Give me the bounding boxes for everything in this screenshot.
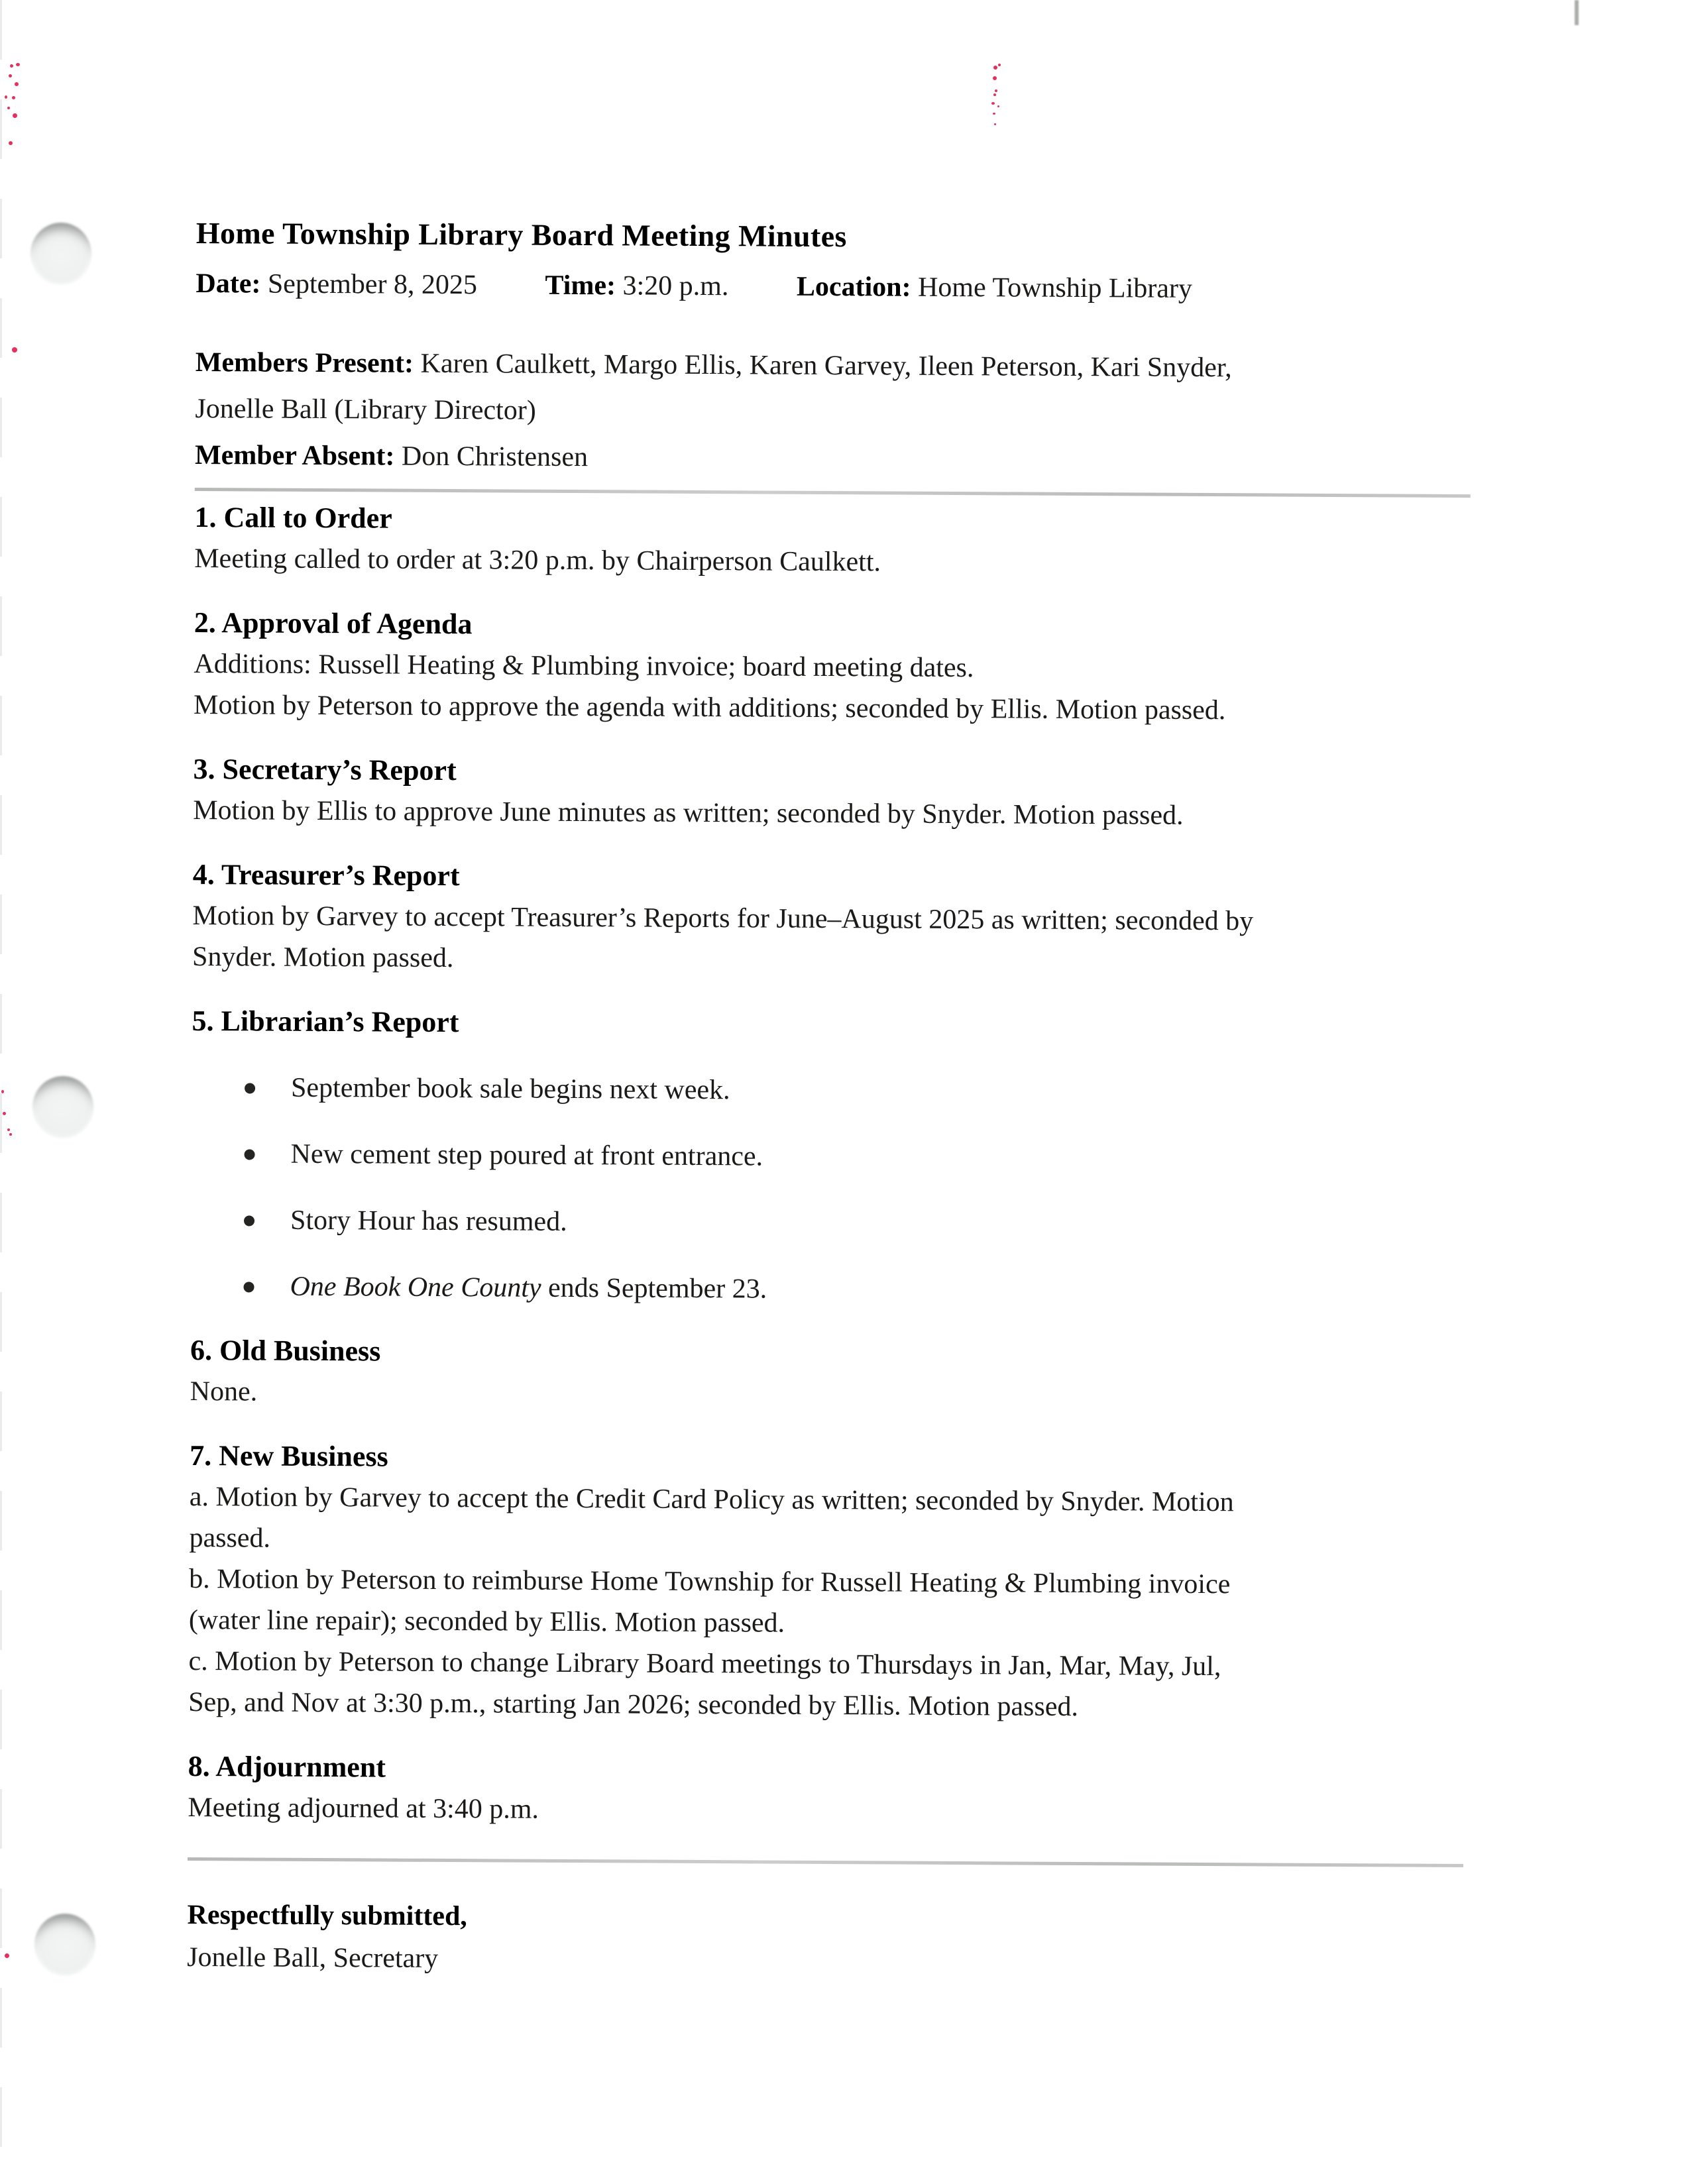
horizontal-rule: [195, 488, 1471, 498]
bullet-icon: [243, 1282, 254, 1292]
bullet-text: September book sale begins next week.: [290, 1072, 730, 1106]
scan-speck: [991, 102, 995, 105]
location-label: Location:: [796, 271, 911, 303]
section-treasurers-report: [192, 853, 1469, 984]
section-heading: 4. Treasurer’s Report: [192, 857, 460, 893]
section-body: Additions: Russell Heating & Plumbing invoice; board meeting dates. Motion by Peterson to approve the agenda with additions; seconded by Ellis. Motion passed.: [193, 648, 1226, 726]
hole-punch-icon: [30, 223, 91, 285]
section-heading: 6. Old Business: [190, 1333, 381, 1368]
page-title: Home Township Library Board Meeting Minutes: [196, 215, 847, 254]
member-absent-label: Member Absent:: [194, 439, 395, 472]
section-heading: 8. Adjournment: [188, 1749, 386, 1784]
date-value: September 8, 2025: [267, 268, 478, 301]
scan-speck: [997, 105, 999, 107]
scan-speck: [5, 1953, 9, 1958]
list-item: [191, 1133, 1467, 1181]
bullet-icon: [245, 1149, 255, 1160]
bullet-text: Story Hour has resumed.: [290, 1205, 567, 1237]
scanner-mark: [1575, 0, 1579, 25]
list-item: [192, 1067, 1467, 1115]
section-body: Meeting adjourned at 3:40 p.m.: [188, 1792, 539, 1825]
scan-speck: [3, 1112, 6, 1115]
closing-salutation: Respectfully submitted,: [187, 1899, 467, 1932]
member-absent-name: Don Christensen: [401, 441, 589, 473]
scan-speck: [995, 89, 997, 92]
meta-line: [196, 264, 1471, 310]
scan-speck: [13, 113, 17, 118]
scan-speck: [994, 123, 996, 125]
time-value: 3:20 p.m.: [622, 270, 729, 302]
scan-speck: [993, 93, 996, 96]
section-old-business: [190, 1329, 1467, 1419]
section-heading: 7. New Business: [190, 1439, 388, 1473]
section-secretarys-report: [193, 748, 1469, 838]
bullet-text: New cement step poured at front entrance.: [290, 1138, 763, 1172]
bullet-text-italic: One Book One County: [290, 1271, 541, 1303]
location-value: Home Township Library: [917, 272, 1193, 304]
member-absent-line: [195, 432, 1471, 485]
scan-speck: [12, 96, 15, 99]
list-item: [191, 1199, 1467, 1247]
librarian-report-list: [190, 1067, 1467, 1313]
attendance: [195, 339, 1471, 485]
section-call-to-order: [194, 496, 1471, 586]
scan-speck: [15, 82, 19, 86]
scan-speck: [9, 141, 13, 145]
section-body: Meeting called to order at 3:20 p.m. by Chairperson Caulkett.: [194, 543, 881, 578]
bullet-text: ends September 23.: [541, 1272, 767, 1305]
section-body: None.: [190, 1376, 258, 1407]
date-label: Date:: [196, 268, 261, 300]
section-body: a. Motion by Garvey to accept the Credit Card Policy as written; seconded by Snyder. Motion passed. b. Motion by Peterson to reimburse Home Township for Russell Heating & Plumbing invoice (water line repair); seconded by Ellis. Motion passed. c. Motion by Peterson to change Library Board meetings to Thursdays in Jan, Mar, May, Jul, Sep, and Nov at 3:30 p.m., starting Jan 2026; seconded by Ellis. Motion passed.: [188, 1481, 1234, 1722]
scan-speck: [16, 63, 20, 66]
horizontal-rule: [188, 1857, 1463, 1867]
members-present-line1: [196, 339, 1471, 392]
minutes-sections: [188, 496, 1470, 1835]
hole-punch-icon: [32, 1076, 93, 1138]
members-present-names: Karen Caulkett, Margo Ellis, Karen Garvey, Ileen Peterson, Kari Snyder,: [420, 348, 1232, 384]
scan-speck: [993, 113, 995, 115]
scan-speck: [9, 74, 12, 78]
bullet-icon: [244, 1215, 254, 1226]
section-approval-of-agenda: [194, 602, 1470, 732]
members-present-label: Members Present:: [195, 347, 414, 379]
scan-speck: [7, 1128, 10, 1131]
section-heading: 1. Call to Order: [194, 500, 392, 535]
list-item: [190, 1266, 1466, 1313]
closing-block: [187, 1894, 1463, 1985]
scan-speck: [1, 1090, 4, 1093]
time-label: Time:: [545, 270, 616, 301]
section-heading: 5. Librarian’s Report: [192, 1004, 459, 1039]
section-heading: 2. Approval of Agenda: [194, 606, 473, 641]
section-body: Motion by Ellis to approve June minutes as written; seconded by Snyder. Motion passed.: [193, 794, 1184, 831]
scan-speck: [993, 66, 997, 70]
scan-speck: [5, 95, 7, 99]
section-heading: 3. Secretary’s Report: [193, 752, 457, 787]
section-librarians-report: [190, 1000, 1467, 1313]
scan-speck: [7, 107, 10, 109]
closing-signature: Jonelle Ball, Secretary: [187, 1941, 439, 1974]
hole-punch-icon: [34, 1914, 95, 1976]
scan-speck: [9, 1133, 12, 1136]
scan-speck: [998, 64, 1001, 66]
scan-speck: [12, 347, 17, 353]
section-adjournment: [188, 1745, 1464, 1835]
page-content: [187, 213, 1472, 1985]
scan-speck: [993, 76, 997, 80]
scan-speck: [10, 64, 13, 68]
members-present-line2: Jonelle Ball (Library Director): [195, 393, 536, 426]
section-body: Motion by Garvey to accept Treasurer’s Reports for June–August 2025 as written; seconded by Snyder. Motion passed.: [192, 900, 1254, 974]
section-new-business: [188, 1435, 1465, 1729]
bullet-icon: [245, 1083, 255, 1093]
